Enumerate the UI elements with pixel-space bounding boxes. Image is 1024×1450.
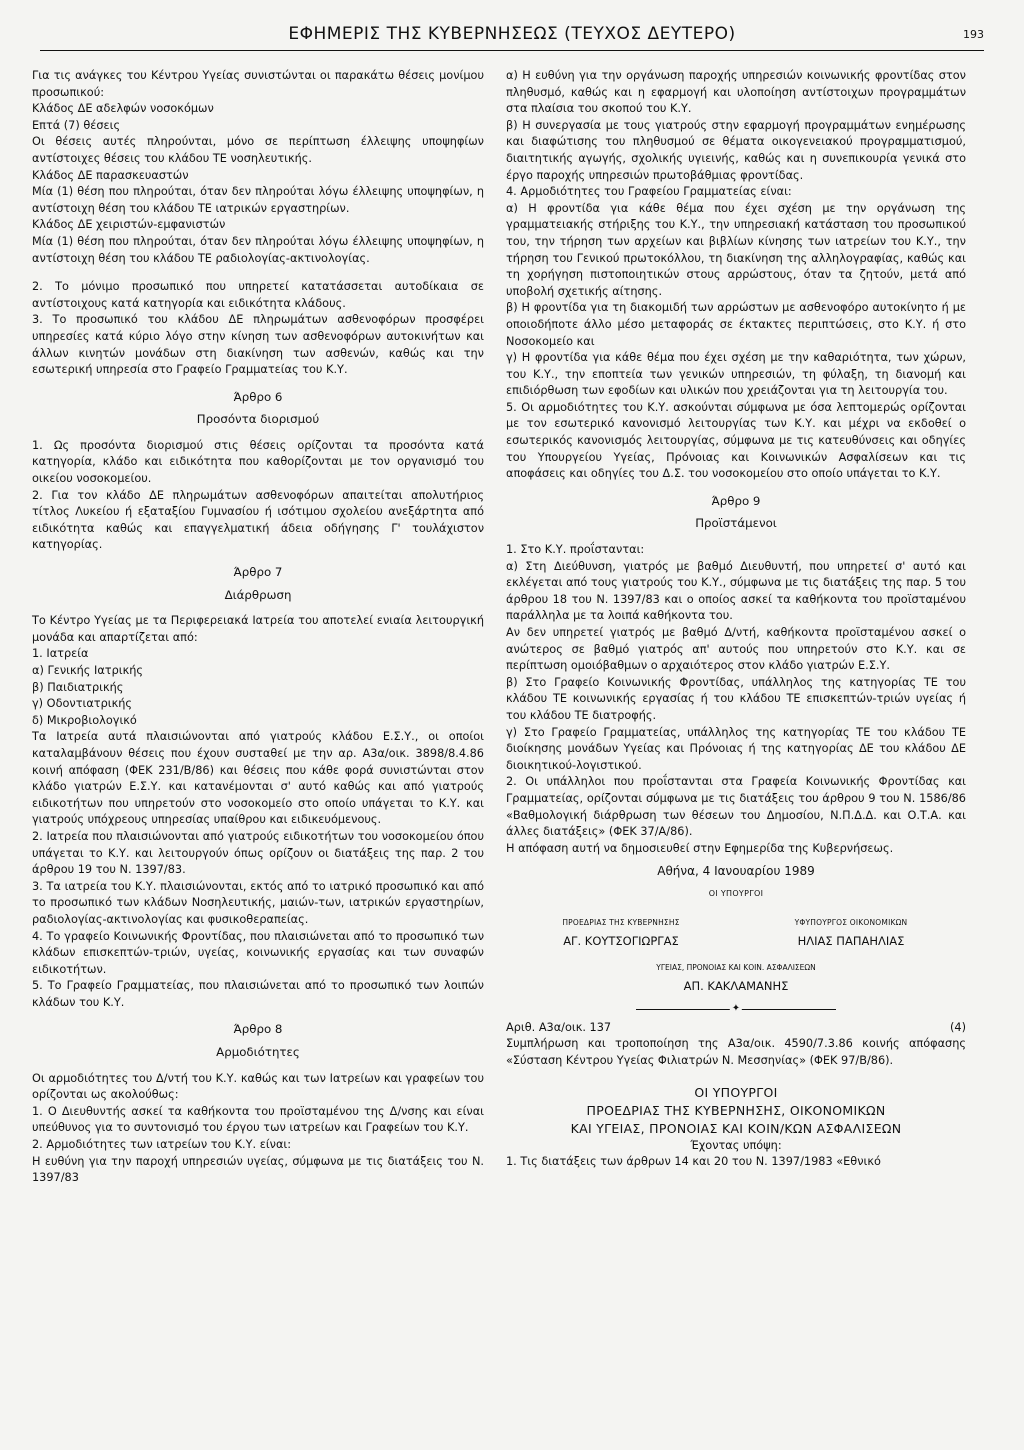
signature-block <box>741 915 962 950</box>
paragraph: 1. Στο Κ.Υ. προΐστανται: <box>506 543 645 557</box>
signatory-role: ΠΡΟΕΔΡΙΑΣ ΤΗΣ ΚΥΒΕΡΝΗΣΗΣ <box>562 917 680 927</box>
paragraph: Κλάδος ΔΕ χειριστών-εμφανιστών <box>32 218 226 232</box>
paragraph: 5. Οι αρμοδιότητες του Κ.Υ. ασκούνται σύμφωνα με όσα λεπτομερώς ορίζονται με τον εσωτερικό κανονισμό λειτουργίας των Κ.Υ. και μέχρι να εκδοθεί ο εσωτερικός κανονισμός λειτουργίας, σύμφωνα με τις κατευθύνσεις και οδηγίες του Υπουργείου Υγείας, Πρόνοιας και Κοινωνικών Ασφαλίσεων και τις αποφάσεις και οδηγίες του Δ.Σ. του νοσοκομείου στο οποίο υπάγεται το Κ.Υ. <box>506 400 966 481</box>
paragraph: Έχοντας υπόψη: <box>690 1138 782 1152</box>
paragraph: 2. Για τον κλάδο ΔΕ πληρωμάτων ασθενοφόρων απαιτείται απολυτήριος τίτλος Λυκείου ή εξαταξίου Γυμνασίου ή ισότιμου σχολείου ανεξάρτητα από ειδικότητα καθώς και επαγγελματική άδεια οδήγησης Γ' τουλάχιστον κατηγορίας. <box>32 488 484 552</box>
paragraph: Επτά (7) θέσεις <box>32 118 121 132</box>
article-9-heading: Άρθρο 9 <box>711 493 761 508</box>
paragraph: Η ευθύνη για την παροχή υπηρεσιών υγείας, σύμφωνα με τις διατάξεις του Ν. 1397/83 <box>32 1154 484 1185</box>
paragraph: α) Στη Διεύθυνση, γιατρός με βαθμό Διευθυντή, που υπηρετεί σ' αυτό και εκλέγεται από τους γιατρούς του Κ.Υ., σύμφωνα με τις διατάξεις της παρ. 5 του άρθρου 18 του Ν. 1397/83 και ο οποίος ασκεί τα καθήκοντα του προϊσταμένου παράλληλα με τα λοιπά καθήκοντα του. <box>506 559 966 623</box>
right-column <box>506 68 966 1171</box>
paragraph: 5. Το Γραφείο Γραμματείας, που πλαισιώνεται από το προσωπικό των λοιπών κλάδων του Κ.Υ. <box>32 979 484 1009</box>
decision-tag: (4) <box>949 1020 966 1034</box>
paragraph: 1. Ο Διευθυντής ασκεί τα καθήκοντα του προϊσταμένου της Δ/νσης και είναι υπεύθυνος για το συντονισμό του έργου των ιατρείων και Γραφείων του Κ.Υ. <box>32 1104 484 1135</box>
heading-line: ΠΡΟΕΔΡΙΑΣ ΤΗΣ ΚΥΒΕΡΝΗΣΗΣ, ΟΙΚΟΝΟΜΙΚΩΝ <box>586 1102 886 1118</box>
paragraph: γ) Η φροντίδα για κάθε θέμα που έχει σχέση με την καθαριότητα, των χώρων, του Κ.Υ., την εποπτεία των γενικών υπηρεσιών, τη φύλαξη, τη διανομή και επιδιόρθωση των εφοδίων και υλικών που χρειάζονται για τη λειτουργία του. <box>506 351 966 398</box>
signature-block <box>506 960 966 995</box>
signature-block <box>511 915 732 950</box>
article-6-heading: Άρθρο 6 <box>233 389 283 404</box>
paragraph: Αν δεν υπηρετεί γιατρός με βαθμό Δ/ντή, καθήκοντα προϊσταμένου ασκεί ο ανώτερος σε βαθμό γιατρός απ' αυτούς που υπηρετούν στο Κ.Υ. και σε περίπτωση ομοιόβαθμων ο αρχαιότερος στον κλάδο γιατρών Ε.Σ.Υ. <box>506 626 966 673</box>
decision-header <box>506 1020 966 1037</box>
paragraph: 3. Το προσωπικό του κλάδου ΔΕ πληρωμάτων ασθενοφόρων προσφέρει υπηρεσίες κατά κύριο λόγο στην κίνηση των ασθενοφόρων αυτοκινήτων και άλλων κινητών μονάδων στη διακίνηση των ασθενών, καθώς και την εσωτερική υπηρεσία στο Γραφείο Γραμματείας του Κ.Υ. <box>32 313 484 377</box>
paragraph: Μία (1) θέση που πληρούται, όταν δεν πληρούται λόγω έλλειψης υποψηφίων, η αντίστοιχη θέση του κλάδου ΤΕ ιατρικών εργαστηρίων. <box>32 185 484 215</box>
list-item: δ) Μικροβιολογικό <box>32 713 137 727</box>
paragraph: Κλάδος ΔΕ παρασκευαστών <box>32 168 189 182</box>
signatory-role: ΥΓΕΙΑΣ, ΠΡΟΝΟΙΑΣ ΚΑΙ ΚΟΙΝ. ΑΣΦΑΛΙΣΕΩΝ <box>656 962 816 972</box>
list-item: γ) Οδοντιατρικής <box>32 697 133 711</box>
heading-line: ΚΑΙ ΥΓΕΙΑΣ, ΠΡΟΝΟΙΑΣ ΚΑΙ ΚΟΙΝ/ΚΩΝ ΑΣΦΑΛΙΣΕΩΝ <box>570 1120 902 1136</box>
list-item: β) Παιδιατρικής <box>32 680 124 694</box>
article-8-heading: Άρθρο 8 <box>233 1022 283 1037</box>
paragraph: β) Η φροντίδα για τη διακομιδή των αρρώστων με ασθενοφόρο αυτοκίνητο ή με οποιοδήποτε άλλο μέσο μεταφοράς σε έκτακτες περιπτώσεις, στο Κ.Υ. ή στο Νοσοκομείο και <box>506 301 966 348</box>
list-item: α) Γενικής Ιατρικής <box>32 664 144 677</box>
paragraph: α) Η φροντίδα για κάθε θέμα που έχει σχέση με την οργάνωση της γραμματειακής στήριξης του Κ.Υ., την υπηρεσιακή κατάσταση του προσωπικού του, την τήρηση των αρχείων και βιβλίων κίνησης των ιατρείων του Κ.Υ., την τήρηση του Γενικού πρωτοκόλλου, τη διακίνηση της αλληλογραφίας, καθώς και τη χορήγηση πιστοποιητικών στους αρρώστους, όταν τα ζητούν, μετά από υποβολή σχετικής αίτησης. <box>506 201 966 298</box>
paragraph: γ) Στο Γραφείο Γραμματείας, υπάλληλος της κατηγορίας ΤΕ του κλάδου ΤΕ διοίκησης μονάδων Υγείας και Πρόνοιας ή της κατηγορίας ΔΕ του κλάδου ΔΕ διοικητικού-λογιστικού. <box>506 725 966 772</box>
article-7-heading: Άρθρο 7 <box>233 565 283 580</box>
paragraph: Κλάδος ΔΕ αδελφών νοσοκόμων <box>32 102 214 116</box>
decision-number: Αριθ. Α3α/οικ. 137 <box>506 1020 612 1034</box>
paragraph: 4. Αρμοδιότητες του Γραφείου Γραμματείας είναι: <box>506 185 792 199</box>
paragraph: 2. Ιατρεία που πλαισιώνονται από γιατρούς ειδικοτήτων του νοσοκομείου όπου υπάγεται το Κ.Υ. και λειτουργούν όπως ορίζουν οι διατάξεις της παρ. 2 του άρθρου 19 του Ν. 1397/83. <box>32 829 484 877</box>
signature-row <box>506 915 966 950</box>
signatory-role: ΥΦΥΠΟΥΡΓΟΣ ΟΙΚΟΝΟΜΙΚΩΝ <box>794 917 908 927</box>
paragraph: Οι αρμοδιότητες του Δ/ντή του Κ.Υ. καθώς και των Ιατρείων και γραφείων του ορίζονται ως ακολούθως: <box>32 1071 484 1102</box>
paragraph: Μία (1) θέση που πληρούται, όταν δεν πληρούται λόγω έλλειψης υποψηφίων, η αντίστοιχη θέση του κλάδου ΤΕ ραδιολογίας-ακτινολογίας. <box>32 234 484 265</box>
article-6-title: Προσόντα διορισμού <box>196 412 320 427</box>
article-9-title: Προϊστάμενοι <box>695 516 777 531</box>
paragraph: Οι θέσεις αυτές πληρούνται, μόνο σε περίπτωση έλλειψης υποψηφίων αντίστοιχες θέσεις του κλάδου ΤΕ νοσηλευτικής. <box>32 135 484 165</box>
paragraph: β) Στο Γραφείο Κοινωνικής Φροντίδας, υπάλληλος της κατηγορίας ΤΕ του κλάδου ΤΕ κοινωνικής εργασίας ή του κλάδου ΤΕ επισκεπτών-τριών υγείας ή του κλάδου ΤΕ διατροφής. <box>506 675 966 722</box>
paragraph: Για τις ανάγκες του Κέντρου Υγείας συνιστώνται οι παρακάτω θέσεις μονίμου προσωπικού: <box>32 69 484 99</box>
paragraph: Το Κέντρο Υγείας με τα Περιφερειακά Ιατρεία του αποτελεί ενιαία λειτουργική μονάδα και απαρτίζεται από: <box>32 614 484 644</box>
paragraph: Συμπλήρωση και τροποποίηση της Α3α/οικ. 4590/7.3.86 κοινής απόφασης «Σύσταση Κέντρου Υγείας Φιλιατρών Ν. Μεσσηνίας» (ΦΕΚ 97/Β/86). <box>506 1037 966 1068</box>
paragraph: 2. Οι υπάλληλοι που προΐστανται στα Γραφεία Κοινωνικής Φροντίδας και Γραμματείας, ορίζονται σύμφωνα με τις διατάξεις του άρθρου 9 του Ν. 1586/86 «Βαθμολογική διάρθρωση των θέσεων του Δημοσίου, Ν.Π.Δ.Δ. και Ο.Τ.Α. και άλλες διατάξεις» (ΦΕΚ 37/Α/86). <box>506 775 966 839</box>
left-column <box>32 68 484 1187</box>
gazette-title: ΕΦΗΜΕΡΙΣ ΤΗΣ ΚΥΒΕΡΝΗΣΕΩΣ (ΤΕΥΧΟΣ ΔΕΥΤΕΡΟ) <box>288 24 736 44</box>
paragraph: α) Η ευθύνη για την οργάνωση παροχής υπηρεσιών κοινωνικής φροντίδας στον πληθυσμό, καθώς και η εφαρμογή και υλοποίηση αντίστοιχων προγραμμάτων στα πλαίσια του σκοπού του Κ.Υ. <box>506 69 966 116</box>
paragraph: 4. Το γραφείο Κοινωνικής Φροντίδας, που πλαισιώνεται από το προσωπικό των κλάδων επισκεπτών-τριών, υγείας, κοινωνικής εργασίας και των συναφών ειδικοτήτων. <box>32 929 484 976</box>
page-header <box>40 20 984 51</box>
signatory-name: ΗΛΙΑΣ ΠΑΠΑΗΛΙΑΣ <box>797 934 905 949</box>
paragraph: 1. Ως προσόντα διορισμού στις θέσεις ορίζονται τα προσόντα κατά κατηγορία, κλάδο και ειδικότητα που καθορίζονται με τον οργανισμό του οικείου νοσοκομείου. <box>32 438 484 486</box>
page-number: 193 <box>963 28 984 41</box>
heading-line: ΟΙ ΥΠΟΥΡΓΟΙ <box>694 1084 778 1100</box>
paragraph: β) Η συνεργασία με τους γιατρούς στην εφαρμογή προγραμμάτων ενημέρωσης και διαφώτισης του πληθυσμού σε θέματα οικογενειακού προγραμματισμού, διαιτητικής αγωγής, σχολικής υγιεινής, καθώς και η συνεπικουρία γενικά στο έργο παροχής υπηρεσιών πρωτοβάθμιας φροντίδας. <box>506 118 966 182</box>
article-8-title: Αρμοδιότητες <box>216 1045 300 1060</box>
paragraph: 2. Αρμοδιότητες των ιατρείων του Κ.Υ. είναι: <box>32 1138 292 1152</box>
signatory-name: ΑΓ. ΚΟΥΤΣΟΓΙΩΡΓΑΣ <box>563 934 679 949</box>
signatory-name: ΑΠ. ΚΑΚΛΑΜΑΝΗΣ <box>683 979 789 994</box>
paragraph: 1. Τις διατάξεις των άρθρων 14 και 20 του Ν. 1397/1983 «Εθνικό <box>506 1155 881 1169</box>
paragraph: 2. Το μόνιμο προσωπικό που υπηρετεί κατατάσσεται αυτοδίκαια σε αντίστοιχους κατά κατηγορία και ειδικότητα κλάδους. <box>32 280 484 310</box>
section-divider <box>636 1009 836 1010</box>
paragraph: Τα Ιατρεία αυτά πλαισιώνονται από γιατρούς κλάδου Ε.Σ.Υ., οι οποίοι καταλαμβάνουν θέσεις που έχουν συσταθεί με την αρ. Α3α/οικ. 3898/8.4.86 κοινή απόφαση (ΦΕΚ 231/Β/86) και θέσεις που κάθε φορά συνιστώνται στον κλάδο γιατρών Ε.Σ.Υ. και κατανέμονται σ' αυτό καθώς και από γιατρούς ειδικοτήτων που υπηρετούν στο νοσοκομείο στο οποίο υπάγεται το Κ.Υ. και γιατρούς υπόχρεους υπηρεσίας υπαίθρου και ειδικευόμενους. <box>32 730 484 827</box>
ministers-heading <box>506 1084 966 1138</box>
list-item: 1. Ιατρεία <box>32 647 89 661</box>
ministers-label: ΟΙ ΥΠΟΥΡΓΟΙ <box>708 888 764 898</box>
article-7-title: Διάρθρωση <box>224 587 292 602</box>
paragraph: Η απόφαση αυτή να δημοσιευθεί στην Εφημερίδα της Κυβερνήσεως. <box>506 841 894 855</box>
paragraph: 3. Τα ιατρεία του Κ.Υ. πλαισιώνονται, εκτός από το ιατρικό προσωπικό και από το προσωπικό των κλάδων Νοσηλευτικής, μαιών-των, ιατρικών εργαστηρίων, ραδιολογίας-ακτινολογίας και φυσικοθεραπείας. <box>32 879 484 926</box>
signature-place-date: Αθήνα, 4 Ιανουαρίου 1989 <box>657 864 815 879</box>
